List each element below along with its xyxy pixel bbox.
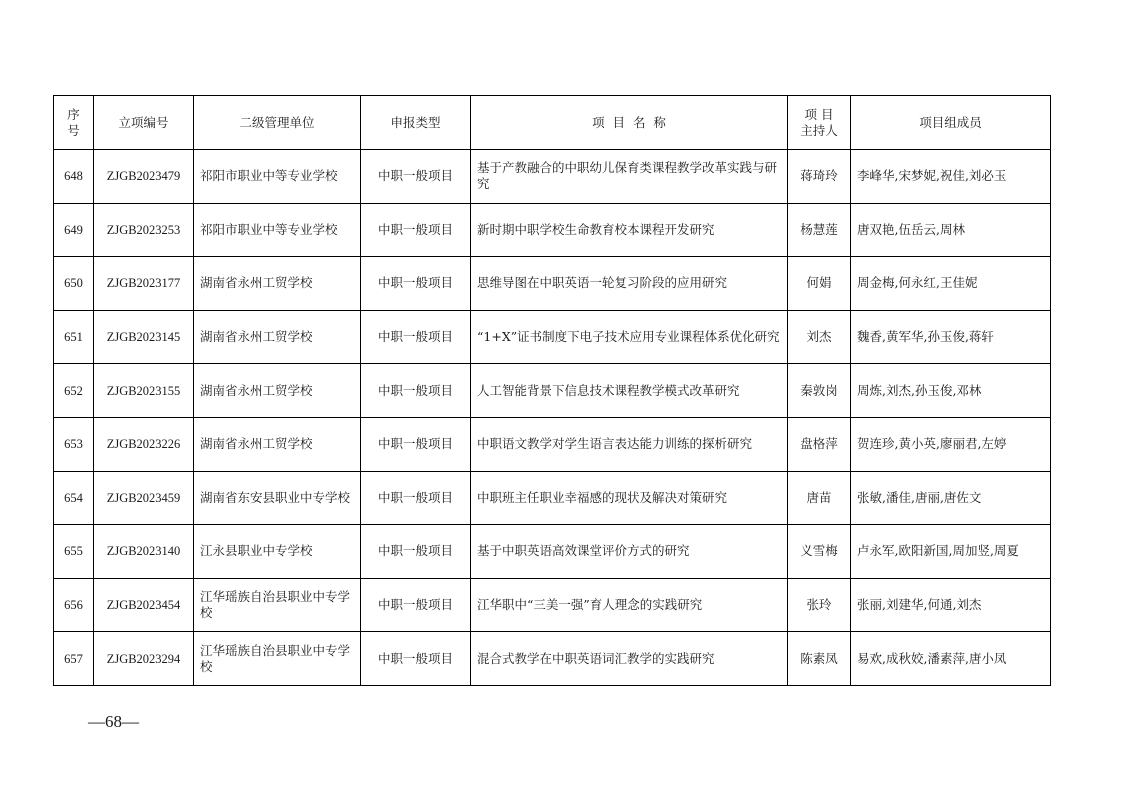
- cell-type: 中职一般项目: [361, 310, 471, 364]
- cell-host: 盘格萍: [788, 417, 851, 471]
- table-row: [54, 525, 1051, 579]
- cell-type: 中职一般项目: [361, 203, 471, 257]
- cell-type: 中职一般项目: [361, 471, 471, 525]
- table-row: [54, 364, 1051, 418]
- cell-unit: 江永县职业中专学校: [194, 525, 361, 579]
- cell-seq: 653: [54, 417, 94, 471]
- cell-type: 中职一般项目: [361, 578, 471, 632]
- project-table: [53, 95, 1051, 686]
- cell-seq: 656: [54, 578, 94, 632]
- table-body: [54, 150, 1051, 686]
- cell-code: ZJGB2023294: [94, 632, 194, 686]
- header-members: 项目组成员: [851, 96, 1051, 150]
- table-row: [54, 310, 1051, 364]
- cell-unit: 湖南省永州工贸学校: [194, 257, 361, 311]
- cell-members: 周炼,刘杰,孙玉俊,邓林: [851, 364, 1051, 418]
- cell-seq: 655: [54, 525, 94, 579]
- cell-members: 贺连珍,黄小英,廖丽君,左婷: [851, 417, 1051, 471]
- table-row: [54, 203, 1051, 257]
- header-row: [54, 96, 1051, 150]
- cell-project-name: 江华职中“三美一强”育人理念的实践研究: [471, 578, 788, 632]
- cell-host: 杨慧莲: [788, 203, 851, 257]
- cell-unit: 湖南省永州工贸学校: [194, 310, 361, 364]
- cell-project-name: 混合式教学在中职英语词汇教学的实践研究: [471, 632, 788, 686]
- cell-type: 中职一般项目: [361, 632, 471, 686]
- cell-type: 中职一般项目: [361, 257, 471, 311]
- cell-host: 秦敦岗: [788, 364, 851, 418]
- cell-project-name: 新时期中职学校生命教育校本课程开发研究: [471, 203, 788, 257]
- cell-type: 中职一般项目: [361, 364, 471, 418]
- header-host: 项 目 主持人: [788, 96, 851, 150]
- cell-unit: 江华瑶族自治县职业中专学校: [194, 578, 361, 632]
- cell-seq: 650: [54, 257, 94, 311]
- cell-seq: 654: [54, 471, 94, 525]
- cell-project-name: 中职班主任职业幸福感的现状及解决对策研究: [471, 471, 788, 525]
- cell-type: 中职一般项目: [361, 417, 471, 471]
- table-row: [54, 632, 1051, 686]
- cell-host: 何娟: [788, 257, 851, 311]
- cell-project-name: 中职语文教学对学生语言表达能力训练的探析研究: [471, 417, 788, 471]
- cell-code: ZJGB2023145: [94, 310, 194, 364]
- cell-members: 张敏,潘佳,唐丽,唐佐文: [851, 471, 1051, 525]
- cell-members: 李峰华,宋梦妮,祝佳,刘必玉: [851, 150, 1051, 204]
- cell-seq: 649: [54, 203, 94, 257]
- cell-seq: 652: [54, 364, 94, 418]
- cell-code: ZJGB2023454: [94, 578, 194, 632]
- cell-unit: 湖南省永州工贸学校: [194, 364, 361, 418]
- cell-members: 唐双艳,伍岳云,周林: [851, 203, 1051, 257]
- cell-members: 周金梅,何永红,王佳妮: [851, 257, 1051, 311]
- header-unit: 二级管理单位: [194, 96, 361, 150]
- cell-project-name: 思维导图在中职英语一轮复习阶段的应用研究: [471, 257, 788, 311]
- cell-host: 张玲: [788, 578, 851, 632]
- cell-unit: 祁阳市职业中等专业学校: [194, 203, 361, 257]
- cell-host: 陈素凤: [788, 632, 851, 686]
- table-row: [54, 417, 1051, 471]
- cell-host: 刘杰: [788, 310, 851, 364]
- cell-project-name: 基于产教融合的中职幼儿保育类课程教学改革实践与研究: [471, 150, 788, 204]
- table-row: [54, 150, 1051, 204]
- cell-project-name: 基于中职英语高效课堂评价方式的研究: [471, 525, 788, 579]
- table-row: [54, 471, 1051, 525]
- cell-code: ZJGB2023140: [94, 525, 194, 579]
- header-seq: 序 号: [54, 96, 94, 150]
- cell-code: ZJGB2023479: [94, 150, 194, 204]
- header-name: 项 目 名 称: [471, 96, 788, 150]
- cell-code: ZJGB2023459: [94, 471, 194, 525]
- cell-members: 张丽,刘建华,何通,刘杰: [851, 578, 1051, 632]
- cell-code: ZJGB2023253: [94, 203, 194, 257]
- cell-code: ZJGB2023226: [94, 417, 194, 471]
- cell-host: 蒋琦玲: [788, 150, 851, 204]
- cell-project-name: “1+X”证书制度下电子技术应用专业课程体系优化研究: [471, 310, 788, 364]
- cell-unit: 湖南省东安县职业中专学校: [194, 471, 361, 525]
- cell-seq: 648: [54, 150, 94, 204]
- cell-unit: 祁阳市职业中等专业学校: [194, 150, 361, 204]
- cell-host: 义雪梅: [788, 525, 851, 579]
- cell-unit: 江华瑶族自治县职业中专学校: [194, 632, 361, 686]
- cell-type: 中职一般项目: [361, 150, 471, 204]
- cell-project-name: 人工智能背景下信息技术课程教学模式改革研究: [471, 364, 788, 418]
- cell-code: ZJGB2023155: [94, 364, 194, 418]
- cell-seq: 651: [54, 310, 94, 364]
- cell-host: 唐苗: [788, 471, 851, 525]
- cell-code: ZJGB2023177: [94, 257, 194, 311]
- table-row: [54, 578, 1051, 632]
- cell-seq: 657: [54, 632, 94, 686]
- cell-type: 中职一般项目: [361, 525, 471, 579]
- cell-members: 易欢,成秋姣,潘素萍,唐小凤: [851, 632, 1051, 686]
- page-number: —68—: [88, 712, 139, 731]
- header-code: 立项编号: [94, 96, 194, 150]
- cell-unit: 湖南省永州工贸学校: [194, 417, 361, 471]
- table-row: [54, 257, 1051, 311]
- header-type: 申报类型: [361, 96, 471, 150]
- cell-members: 魏香,黄军华,孙玉俊,蒋轩: [851, 310, 1051, 364]
- cell-members: 卢永军,欧阳新国,周加竖,周夏: [851, 525, 1051, 579]
